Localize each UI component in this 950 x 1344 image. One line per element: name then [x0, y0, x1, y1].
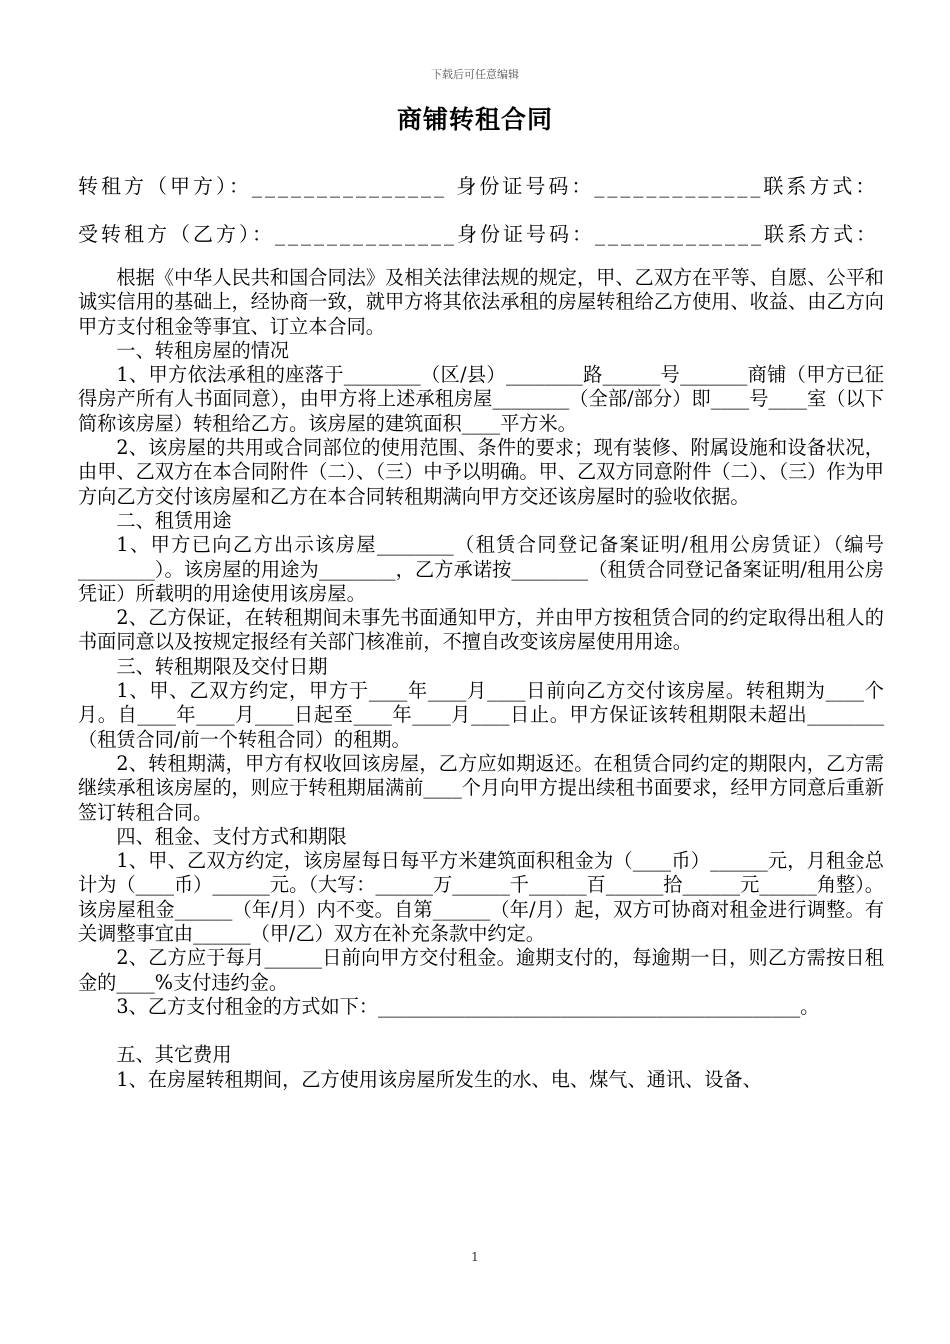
- section-heading: 一、转租房屋的情况: [116, 338, 290, 362]
- contract-paragraph: 2、乙方保证，在转租期间未事先书面通知甲方，并由甲方按租赁合同的约定取得出租人的书面同意以及按规定报经有关部门核准前，不擅自改变该房屋使用用途。: [78, 606, 884, 654]
- blank-line: [78, 1019, 884, 1043]
- contract-paragraph: 2、转租期满，甲方有权收回该房屋，乙方应如期返还。在租赁合同约定的期限内，乙方需继续承租该房屋的，则应于转租期届满前____个月向甲方提出续租书面要求，经甲方同意后重新签订转租合同。: [78, 751, 884, 824]
- section-heading: 三、转租期限及交付日期: [116, 654, 328, 678]
- contract-paragraph: 1、在房屋转租期间，乙方使用该房屋所发生的水、电、煤气、通讯、设备、: [116, 1067, 762, 1091]
- contract-paragraph: 1、甲方已向乙方出示该房屋________（租赁合同登记备案证明/租用公房赁证）（编号________）。该房屋的用途为________，乙方承诺按________（租赁合同登记备案证明/租用公房凭证）所载明的用途使用该房屋。: [78, 533, 884, 605]
- party-a-line: 转租方（甲方）：_______________ 身份证号码：_____________联系方式：: [78, 174, 879, 198]
- header-note: 下载后可任意编辑: [431, 68, 519, 81]
- contract-paragraph: 2、该房屋的共用或合同部位的使用范围、条件的要求；现有装修、附属设施和设备状况，由甲、乙双方在本合同附件（二）、（三）中予以明确。甲、乙双方同意附件（二）、（三）作为甲方向乙方交付该房屋和乙方在本合同转租期满向甲方交还该房屋时的验收依据。: [78, 436, 884, 508]
- page-number: 1: [471, 1250, 479, 1264]
- section-heading: 二、租赁用途: [116, 508, 232, 532]
- contract-body: [78, 266, 933, 1226]
- contract-paragraph: 2、乙方应于每月______日前向甲方交付租金。逾期支付的，每逾期一日，则乙方需按日租金的____%支付违约金。: [78, 946, 884, 994]
- page-title: 商铺转租合同: [396, 105, 553, 134]
- contract-paragraph: 根据《中华人民共和国合同法》及相关法律法规的规定，甲、乙双方在平等、自愿、公平和诚实信用的基础上，经协商一致，就甲方将其依法承租的房屋转租给乙方使用、收益、由乙方向甲方支付租金等事宜、订立本合同。: [78, 266, 884, 338]
- contract-paragraph: 1、甲方依法承租的座落于________（区/县）________路______号_______商铺（甲方已征得房产所有人书面同意），由甲方将上述承租房屋________（全部/部分）即____号____室（以下简称该房屋）转租给乙方。该房屋的建筑面积____平方米。: [78, 363, 884, 435]
- contract-paragraph: 3、乙方支付租金的方式如下：____________________________________________。: [116, 994, 820, 1018]
- contract-paragraph: 1、甲、乙双方约定，甲方于____年____月____日前向乙方交付该房屋。转租期为____个月。自____年____月____日起至____年____月____日止。甲方保证该转租期限未超出________（租赁合同/前一个转租合同）的租期。: [78, 679, 884, 751]
- contract-paragraph: 1、甲、乙双方约定，该房屋每日每平方米建筑面积租金为（____币）______元，月租金总计为（____币）______元。（大写：______万______千______百______拾______元______角整）。 该房屋租金______（年/月）内不变。自第______（年/月）起，双方可协商对租金进行调整。有关调整事宜由______（甲/乙）双方在补充条款中约定。: [78, 849, 933, 946]
- section-heading: 五、其它费用: [116, 1043, 232, 1067]
- party-b-line: 受转租方（乙方）：______________身份证号码：_____________联系方式：: [78, 222, 879, 246]
- section-heading: 四、租金、支付方式和期限: [116, 824, 347, 848]
